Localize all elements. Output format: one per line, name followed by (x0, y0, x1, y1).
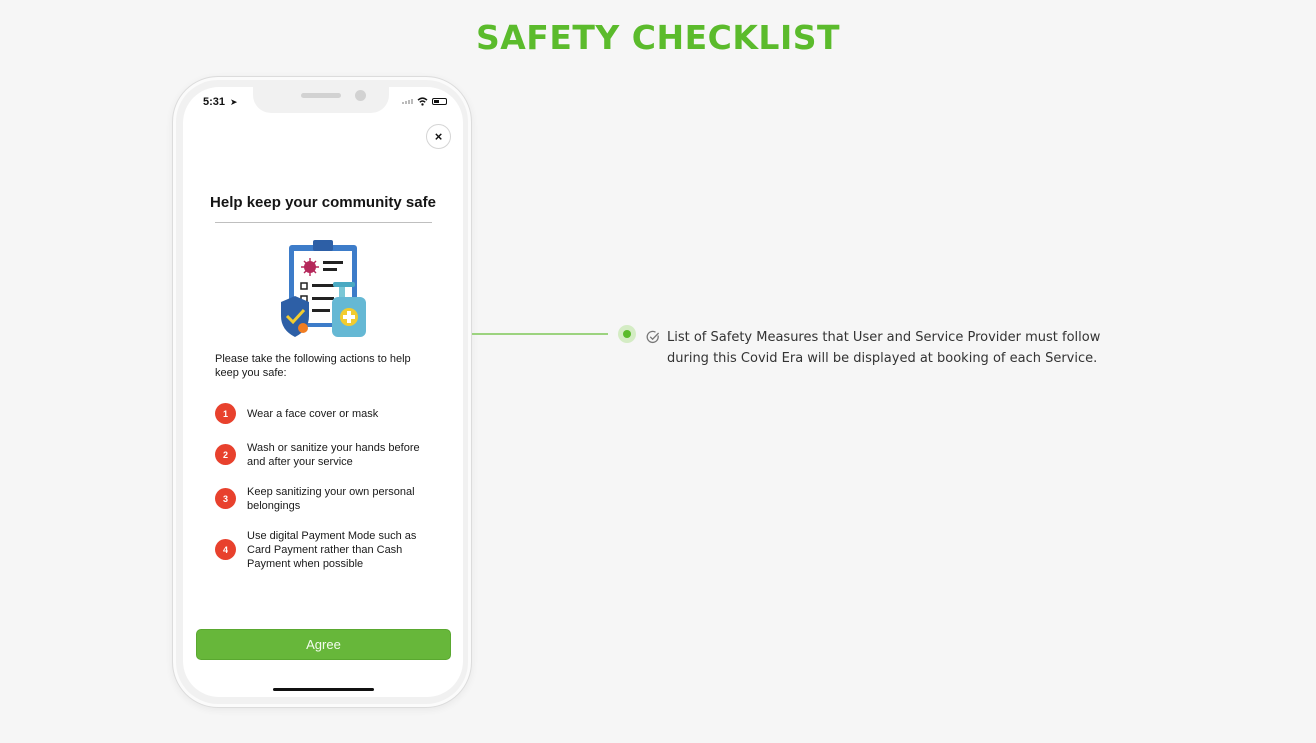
safety-clipboard-sanitizer-illustration (279, 240, 371, 340)
location-arrow-icon: ➤ (230, 97, 238, 107)
intro-text: Please take the following actions to help keep you safe: (215, 353, 411, 379)
callout-connector-line (472, 333, 608, 335)
step-number-badge: 4 (215, 539, 236, 560)
phone-mockup (172, 76, 472, 708)
action-text: Keep sanitizing your own personal belongings (247, 486, 415, 512)
title-divider (215, 222, 432, 223)
home-indicator (273, 688, 374, 691)
check-circle-icon (646, 330, 660, 344)
status-time: 5:31 (203, 96, 226, 108)
action-text: Wear a face cover or mask (247, 408, 379, 420)
step-number-badge: 3 (215, 488, 236, 509)
callout-dot (618, 325, 636, 343)
modal-title: Help keep your community safe (210, 194, 436, 211)
agree-button[interactable]: Agree (196, 629, 451, 660)
cellular-signal-icon (402, 99, 413, 104)
step-number-badge: 1 (215, 403, 236, 424)
status-indicators (402, 97, 447, 106)
step-number-badge: 2 (215, 444, 236, 465)
close-button[interactable] (426, 124, 451, 149)
phone-screen (183, 87, 463, 697)
action-text: Use digital Payment Mode such as Card Payment rather than Cash Payment when possible (247, 530, 417, 570)
battery-icon (432, 98, 447, 105)
phone-notch (253, 87, 389, 113)
action-text: Wash or sanitize your hands before and after your service (247, 442, 420, 468)
callout-description: List of Safety Measures that User and Service Provider must follow during this Covid Era will be displayed at booking of each Service. (667, 330, 1101, 366)
wifi-icon (417, 97, 428, 106)
page-title: SAFETY CHECKLIST (475, 18, 841, 57)
close-icon: × (434, 129, 443, 144)
speaker-grille (301, 93, 341, 98)
front-camera (355, 90, 366, 101)
